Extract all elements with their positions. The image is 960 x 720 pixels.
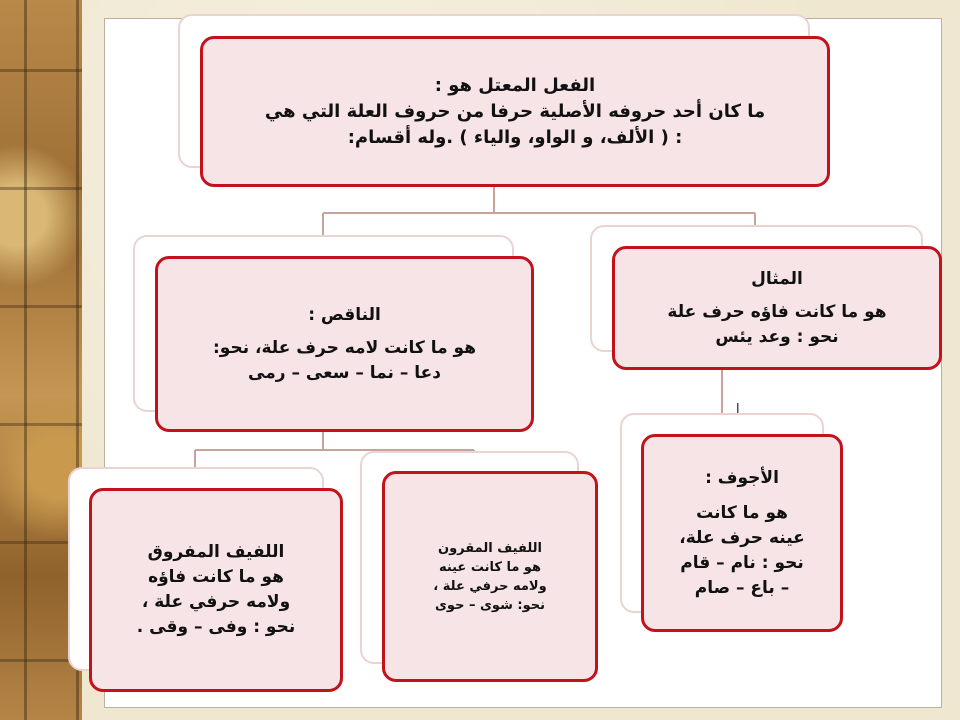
naqis-line-2: دعا – نما – سعى – رمى (248, 362, 441, 383)
maqrun-title: اللفيف المقرون (438, 540, 542, 556)
ajwaf-box (641, 434, 843, 632)
ajwaf-title: الأجوف : (705, 467, 779, 488)
mithal-line-1: هو ما كانت فاؤه حرف علة (667, 301, 887, 322)
mafruq-line-1: هو ما كانت فاؤه (148, 567, 284, 587)
mafruq-line-3: نحو : وفى – وقى . (136, 617, 296, 637)
mafruq-line-2: ولامه حرفي علة ، (141, 592, 291, 612)
maqrun-line-2: ولامه حرفي علة ، (433, 578, 547, 594)
maqrun-line-1: هو ما كانت عينه (438, 559, 542, 575)
mithal-line-2: نحو : وعد يئس (715, 326, 839, 347)
ajwaf-line-1: هو ما كانت (696, 502, 788, 523)
ajwaf-line-4: – باع – صام (694, 577, 790, 598)
naqis-title: الناقص : (308, 304, 381, 325)
root-line-1: ما كان أحد حروفه الأصلية حرفا من حروف العلة التي هي (264, 100, 766, 122)
mithal-box (612, 246, 942, 370)
naqis-box (155, 256, 534, 432)
ajwaf-line-2: عينه حرف علة، (679, 527, 805, 548)
ajwaf-line-3: نحو : نام – قام (680, 552, 804, 573)
root-title: الفعل المعتل هو : (434, 74, 596, 96)
root-definition-box (200, 36, 830, 187)
maqrun-line-3: نحو: شوى – حوى (435, 597, 545, 613)
stray-mark: ا (736, 402, 740, 417)
lafif-maqrun-box (382, 471, 598, 682)
naqis-line-1: هو ما كانت لامه حرف علة، نحو: (213, 337, 476, 358)
lafif-mafruq-box (89, 488, 343, 692)
root-line-2: : ( الألف، و الواو، والياء ) .وله أقسام: (347, 126, 683, 148)
mafruq-title: اللفيف المفروق (147, 542, 285, 562)
mithal-title: المثال (751, 268, 803, 289)
